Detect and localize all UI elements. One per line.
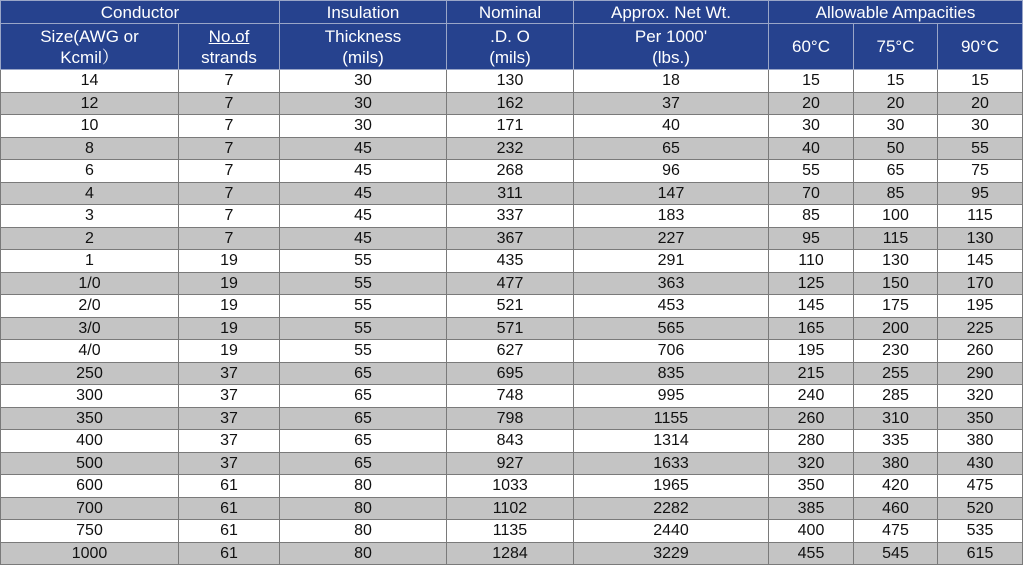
cell-insulation: 55 [280, 295, 447, 318]
cell-net-weight: 65 [574, 137, 769, 160]
cell-nominal-od: 927 [447, 452, 574, 475]
cell-amp-75: 65 [854, 160, 938, 183]
cell-amp-75: 100 [854, 205, 938, 228]
cell-net-weight: 835 [574, 362, 769, 385]
cell-size: 600 [1, 475, 179, 498]
cell-strands: 19 [179, 272, 280, 295]
cell-amp-75: 460 [854, 497, 938, 520]
cell-amp-90: 535 [938, 520, 1023, 543]
table-row [1, 250, 1023, 273]
cell-amp-60: 215 [769, 362, 854, 385]
table-row [1, 430, 1023, 453]
cell-net-weight: 227 [574, 227, 769, 250]
cell-size: 10 [1, 115, 179, 138]
cell-size: 1000 [1, 542, 179, 565]
cell-net-weight: 291 [574, 250, 769, 273]
cell-nominal-od: 477 [447, 272, 574, 295]
table-row [1, 362, 1023, 385]
header-size [1, 24, 179, 70]
table-row [1, 205, 1023, 228]
cell-amp-75: 380 [854, 452, 938, 475]
cell-amp-60: 145 [769, 295, 854, 318]
cell-amp-90: 225 [938, 317, 1023, 340]
cell-nominal-od: 1102 [447, 497, 574, 520]
cell-amp-90: 320 [938, 385, 1023, 408]
cell-strands: 37 [179, 385, 280, 408]
cell-insulation: 80 [280, 475, 447, 498]
cell-net-weight: 706 [574, 340, 769, 363]
cell-size: 6 [1, 160, 179, 183]
cell-amp-60: 455 [769, 542, 854, 565]
cell-amp-60: 85 [769, 205, 854, 228]
header-insulation-line3: (mils) [342, 47, 384, 67]
cell-amp-90: 615 [938, 542, 1023, 565]
cell-net-weight: 40 [574, 115, 769, 138]
cell-amp-60: 125 [769, 272, 854, 295]
cell-insulation: 30 [280, 115, 447, 138]
cell-amp-90: 30 [938, 115, 1023, 138]
cell-strands: 37 [179, 430, 280, 453]
cell-amp-75: 85 [854, 182, 938, 205]
header-strands-line1: No.of [208, 26, 250, 46]
header-weight-line3: (lbs.) [652, 47, 690, 67]
cell-amp-90: 260 [938, 340, 1023, 363]
cell-strands: 19 [179, 317, 280, 340]
cell-nominal-od: 798 [447, 407, 574, 430]
cell-net-weight: 2282 [574, 497, 769, 520]
cell-net-weight: 1633 [574, 452, 769, 475]
cell-nominal-od: 337 [447, 205, 574, 228]
cell-strands: 37 [179, 452, 280, 475]
table-row [1, 317, 1023, 340]
header-nominal-sub [447, 24, 574, 70]
cell-amp-60: 20 [769, 92, 854, 115]
cell-size: 350 [1, 407, 179, 430]
cell-insulation: 45 [280, 182, 447, 205]
cell-net-weight: 363 [574, 272, 769, 295]
cell-size: 1/0 [1, 272, 179, 295]
cell-amp-75: 475 [854, 520, 938, 543]
cell-amp-60: 400 [769, 520, 854, 543]
cell-insulation: 65 [280, 362, 447, 385]
cell-strands: 61 [179, 520, 280, 543]
table-row [1, 385, 1023, 408]
cell-amp-75: 150 [854, 272, 938, 295]
cell-amp-60: 70 [769, 182, 854, 205]
cell-amp-75: 335 [854, 430, 938, 453]
cell-amp-75: 420 [854, 475, 938, 498]
cell-net-weight: 18 [574, 70, 769, 93]
cell-strands: 7 [179, 205, 280, 228]
cell-amp-60: 320 [769, 452, 854, 475]
cell-strands: 7 [179, 137, 280, 160]
cell-nominal-od: 521 [447, 295, 574, 318]
table-row [1, 70, 1023, 93]
cell-size: 4/0 [1, 340, 179, 363]
cell-nominal-od: 268 [447, 160, 574, 183]
cell-size: 2/0 [1, 295, 179, 318]
cell-nominal-od: 695 [447, 362, 574, 385]
cell-strands: 7 [179, 92, 280, 115]
header-conductor: Conductor [1, 1, 280, 24]
header-size-line2: Kcmil） [60, 47, 119, 67]
cell-nominal-od: 130 [447, 70, 574, 93]
table-row [1, 520, 1023, 543]
cell-amp-90: 20 [938, 92, 1023, 115]
cell-nominal-od: 232 [447, 137, 574, 160]
cell-net-weight: 1314 [574, 430, 769, 453]
header-nominal-line3: (mils) [489, 47, 531, 67]
cell-size: 300 [1, 385, 179, 408]
cell-amp-60: 165 [769, 317, 854, 340]
cell-amp-60: 385 [769, 497, 854, 520]
cell-strands: 7 [179, 160, 280, 183]
cell-amp-60: 30 [769, 115, 854, 138]
cell-nominal-od: 171 [447, 115, 574, 138]
cell-net-weight: 96 [574, 160, 769, 183]
cell-insulation: 80 [280, 520, 447, 543]
cell-amp-60: 260 [769, 407, 854, 430]
cell-net-weight: 147 [574, 182, 769, 205]
cell-strands: 7 [179, 70, 280, 93]
cell-nominal-od: 748 [447, 385, 574, 408]
cell-amp-90: 75 [938, 160, 1023, 183]
cell-nominal-od: 571 [447, 317, 574, 340]
cell-net-weight: 183 [574, 205, 769, 228]
cell-insulation: 80 [280, 542, 447, 565]
cell-amp-75: 230 [854, 340, 938, 363]
cell-net-weight: 995 [574, 385, 769, 408]
header-strands [179, 24, 280, 70]
cell-strands: 19 [179, 340, 280, 363]
cell-strands: 7 [179, 227, 280, 250]
cell-nominal-od: 843 [447, 430, 574, 453]
header-amp-75: 75°C [854, 24, 938, 70]
cell-amp-75: 175 [854, 295, 938, 318]
cell-amp-90: 290 [938, 362, 1023, 385]
cell-amp-60: 195 [769, 340, 854, 363]
table-row [1, 92, 1023, 115]
cell-strands: 61 [179, 497, 280, 520]
cell-size: 8 [1, 137, 179, 160]
table-row [1, 160, 1023, 183]
cell-net-weight: 2440 [574, 520, 769, 543]
cell-insulation: 65 [280, 430, 447, 453]
cell-strands: 61 [179, 475, 280, 498]
cell-amp-75: 285 [854, 385, 938, 408]
header-nominal: Nominal [447, 1, 574, 24]
cell-amp-90: 55 [938, 137, 1023, 160]
cell-nominal-od: 627 [447, 340, 574, 363]
table-row [1, 475, 1023, 498]
cell-amp-60: 40 [769, 137, 854, 160]
cell-insulation: 30 [280, 92, 447, 115]
cell-amp-90: 380 [938, 430, 1023, 453]
table-header [1, 1, 1023, 70]
cell-amp-75: 310 [854, 407, 938, 430]
cell-amp-90: 170 [938, 272, 1023, 295]
cell-nominal-od: 367 [447, 227, 574, 250]
header-insulation-line2: Thickness [324, 26, 402, 46]
table-body [1, 70, 1023, 565]
cell-strands: 61 [179, 542, 280, 565]
cell-amp-75: 545 [854, 542, 938, 565]
cell-amp-75: 15 [854, 70, 938, 93]
cell-nominal-od: 1033 [447, 475, 574, 498]
cell-nominal-od: 435 [447, 250, 574, 273]
header-strands-line2: strands [201, 47, 257, 67]
cell-size: 12 [1, 92, 179, 115]
cell-amp-75: 255 [854, 362, 938, 385]
cell-nominal-od: 311 [447, 182, 574, 205]
cell-amp-60: 95 [769, 227, 854, 250]
cell-amp-60: 15 [769, 70, 854, 93]
cell-amp-60: 110 [769, 250, 854, 273]
table-row [1, 497, 1023, 520]
cell-amp-75: 200 [854, 317, 938, 340]
cell-insulation: 55 [280, 272, 447, 295]
header-size-line1: Size(AWG or [40, 26, 139, 46]
cell-size: 250 [1, 362, 179, 385]
cell-amp-60: 280 [769, 430, 854, 453]
cell-insulation: 55 [280, 250, 447, 273]
cell-insulation: 80 [280, 497, 447, 520]
cell-size: 2 [1, 227, 179, 250]
table-row [1, 407, 1023, 430]
cell-insulation: 30 [280, 70, 447, 93]
table-row [1, 295, 1023, 318]
cell-strands: 7 [179, 115, 280, 138]
cell-size: 3 [1, 205, 179, 228]
cell-insulation: 45 [280, 227, 447, 250]
cell-strands: 37 [179, 362, 280, 385]
header-row-columns [1, 24, 1023, 70]
cell-strands: 37 [179, 407, 280, 430]
cell-amp-90: 15 [938, 70, 1023, 93]
header-insulation-sub [280, 24, 447, 70]
cell-insulation: 65 [280, 385, 447, 408]
header-weight-line2: Per 1000' [634, 26, 708, 46]
cell-amp-90: 195 [938, 295, 1023, 318]
cell-net-weight: 565 [574, 317, 769, 340]
cell-amp-75: 115 [854, 227, 938, 250]
table-row [1, 542, 1023, 565]
header-weight-sub [574, 24, 769, 70]
cell-amp-90: 130 [938, 227, 1023, 250]
cell-size: 700 [1, 497, 179, 520]
cell-insulation: 45 [280, 160, 447, 183]
cell-amp-75: 20 [854, 92, 938, 115]
cell-net-weight: 1155 [574, 407, 769, 430]
cell-nominal-od: 1284 [447, 542, 574, 565]
cell-amp-60: 240 [769, 385, 854, 408]
cell-insulation: 65 [280, 407, 447, 430]
header-amp-90: 90°C [938, 24, 1023, 70]
cell-net-weight: 37 [574, 92, 769, 115]
cell-amp-75: 30 [854, 115, 938, 138]
cell-amp-75: 130 [854, 250, 938, 273]
header-nominal-line2: .D. O [490, 26, 530, 46]
cell-insulation: 55 [280, 340, 447, 363]
cell-size: 3/0 [1, 317, 179, 340]
cell-insulation: 65 [280, 452, 447, 475]
header-ampacities: Allowable Ampacities [769, 1, 1023, 24]
cell-strands: 19 [179, 295, 280, 318]
header-row-groups [1, 1, 1023, 24]
cell-insulation: 45 [280, 137, 447, 160]
cell-size: 750 [1, 520, 179, 543]
cell-size: 500 [1, 452, 179, 475]
header-insulation: Insulation [280, 1, 447, 24]
cell-amp-90: 520 [938, 497, 1023, 520]
cell-amp-90: 95 [938, 182, 1023, 205]
cell-net-weight: 453 [574, 295, 769, 318]
table-row [1, 272, 1023, 295]
table-row [1, 137, 1023, 160]
cell-amp-60: 55 [769, 160, 854, 183]
table-row [1, 340, 1023, 363]
cell-strands: 19 [179, 250, 280, 273]
cell-amp-90: 475 [938, 475, 1023, 498]
cell-nominal-od: 162 [447, 92, 574, 115]
cell-size: 14 [1, 70, 179, 93]
cell-amp-90: 350 [938, 407, 1023, 430]
cell-net-weight: 3229 [574, 542, 769, 565]
cell-size: 4 [1, 182, 179, 205]
cell-nominal-od: 1135 [447, 520, 574, 543]
header-weight: Approx. Net Wt. [574, 1, 769, 24]
cell-strands: 7 [179, 182, 280, 205]
cell-size: 400 [1, 430, 179, 453]
cell-net-weight: 1965 [574, 475, 769, 498]
cell-amp-90: 115 [938, 205, 1023, 228]
table-row [1, 182, 1023, 205]
cell-amp-90: 430 [938, 452, 1023, 475]
table-row [1, 227, 1023, 250]
table-row [1, 115, 1023, 138]
cell-insulation: 55 [280, 317, 447, 340]
cell-amp-75: 50 [854, 137, 938, 160]
cell-amp-60: 350 [769, 475, 854, 498]
cell-size: 1 [1, 250, 179, 273]
cell-amp-90: 145 [938, 250, 1023, 273]
header-amp-60: 60°C [769, 24, 854, 70]
cell-insulation: 45 [280, 205, 447, 228]
table-row [1, 452, 1023, 475]
